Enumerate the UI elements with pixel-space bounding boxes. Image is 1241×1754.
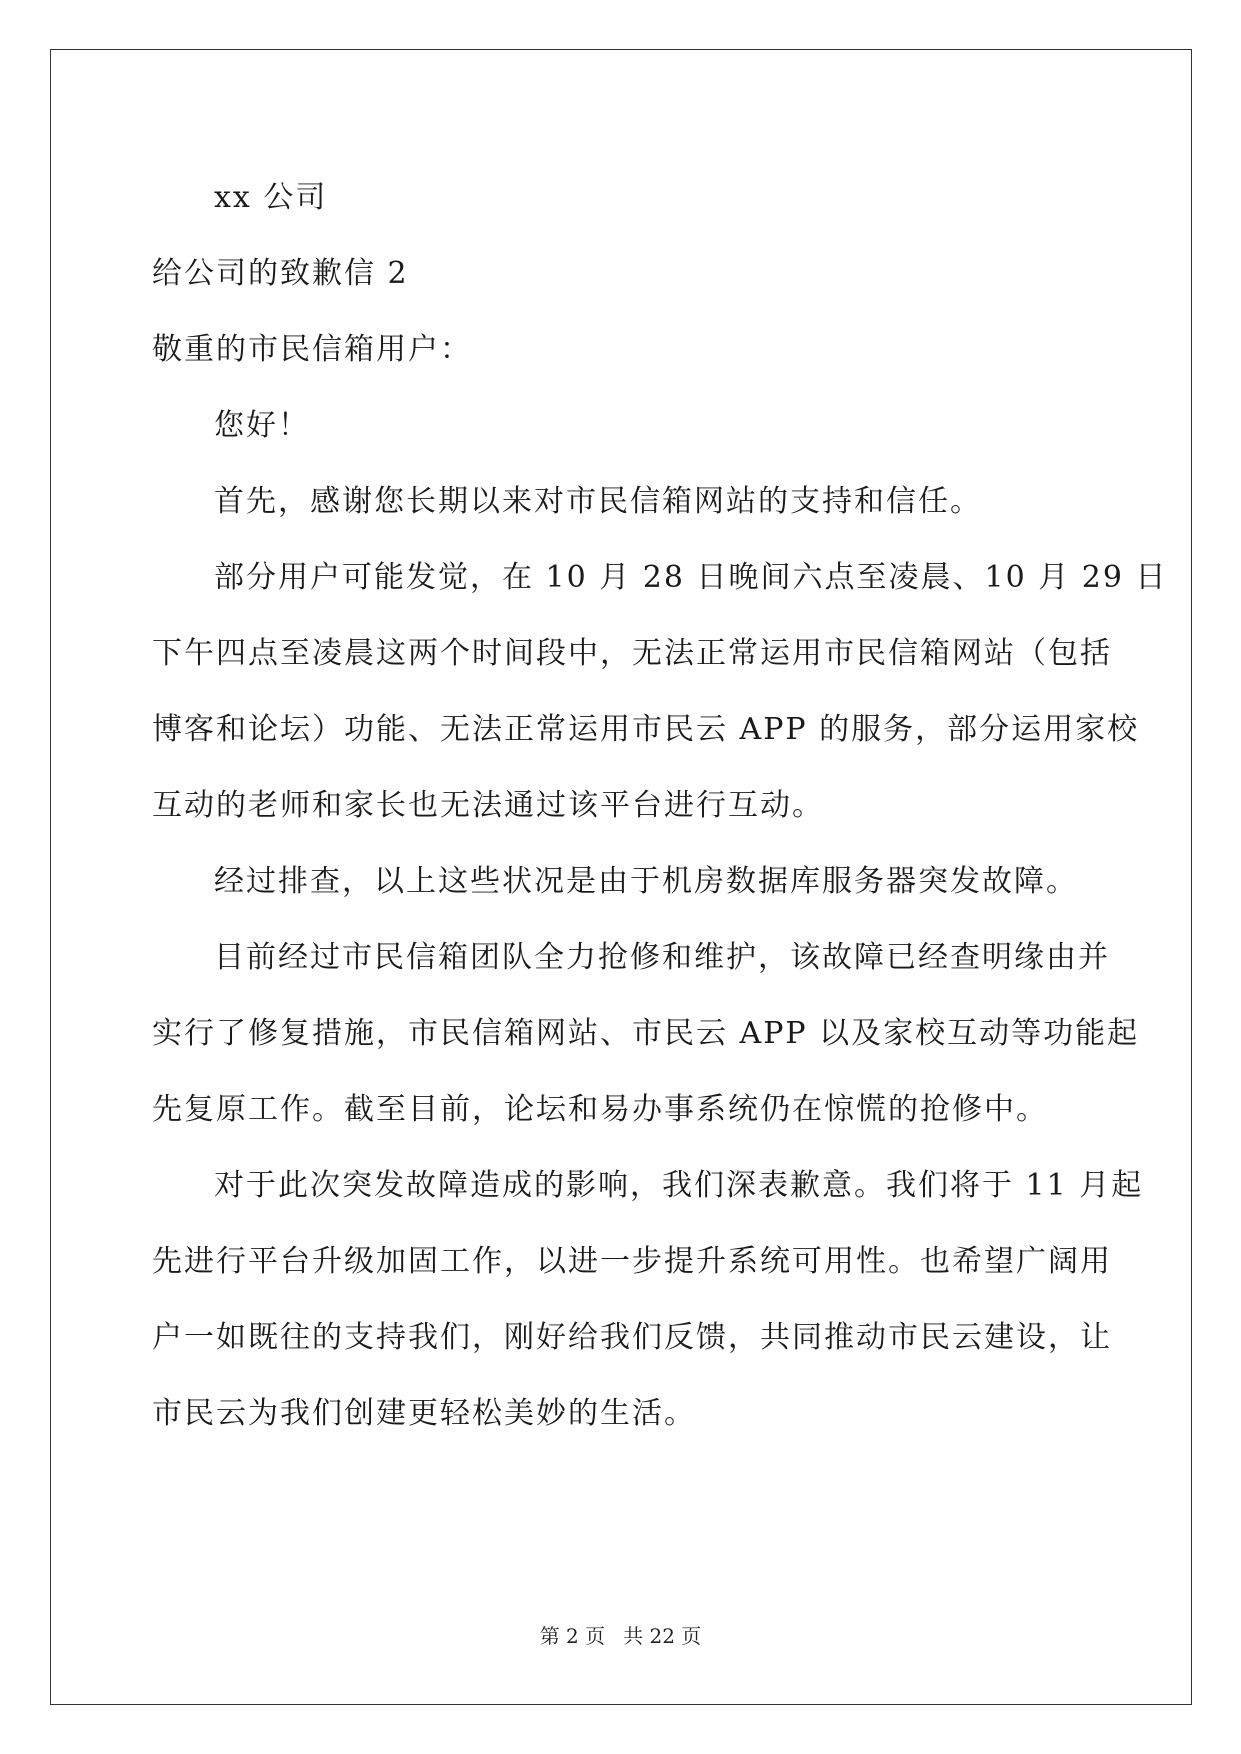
salutation: 敬重的市民信箱用户：: [152, 332, 472, 367]
paragraph-line: 经过排查，以上这些状况是由于机房数据库服务器突发故障。: [214, 864, 1078, 899]
letter-body: [152, 160, 1168, 1452]
paragraph-line: 互动的老师和家长也无法通过该平台进行互动。: [152, 788, 824, 823]
company-name: xx 公司: [214, 180, 328, 215]
greeting: 您好！: [214, 408, 310, 443]
paragraph-line: 市民云为我们创建更轻松美妙的生活。: [152, 1396, 696, 1431]
paragraph-line: 下午四点至凌晨这两个时间段中，无法正常运用市民信箱网站（包括: [152, 636, 1112, 671]
page-number: 第 2 页: [539, 1624, 606, 1648]
paragraph-line: 先进行平台升级加固工作，以进一步提升系统可用性。也希望广阔用: [152, 1244, 1112, 1279]
page-footer: [0, 1620, 1241, 1649]
paragraph-line: 对于此次突发故障造成的影响，我们深表歉意。我们将于 11 月起: [214, 1168, 1144, 1203]
paragraph-line: 先复原工作。截至目前，论坛和易办事系统仍在惊慌的抢修中。: [152, 1092, 1048, 1127]
paragraph-line: 实行了修复措施，市民信箱网站、市民云 APP 以及家校互动等功能起: [152, 1016, 1140, 1051]
paragraph-line: 目前经过市民信箱团队全力抢修和维护，该故障已经查明缘由并: [214, 940, 1110, 975]
paragraph-line: 博客和论坛）功能、无法正常运用市民云 APP 的服务，部分运用家校: [152, 712, 1140, 747]
paragraph-line: 户一如既往的支持我们，刚好给我们反馈，共同推动市民云建设，让: [152, 1320, 1112, 1355]
letter-title: 给公司的致歉信 2: [152, 256, 409, 291]
page-total: 共 22 页: [623, 1624, 702, 1648]
paragraph-line: 部分用户可能发觉，在 10 月 28 日晚间六点至凌晨、10 月 29 日: [214, 560, 1168, 595]
paragraph-line: 首先，感谢您长期以来对市民信箱网站的支持和信任。: [214, 484, 982, 519]
